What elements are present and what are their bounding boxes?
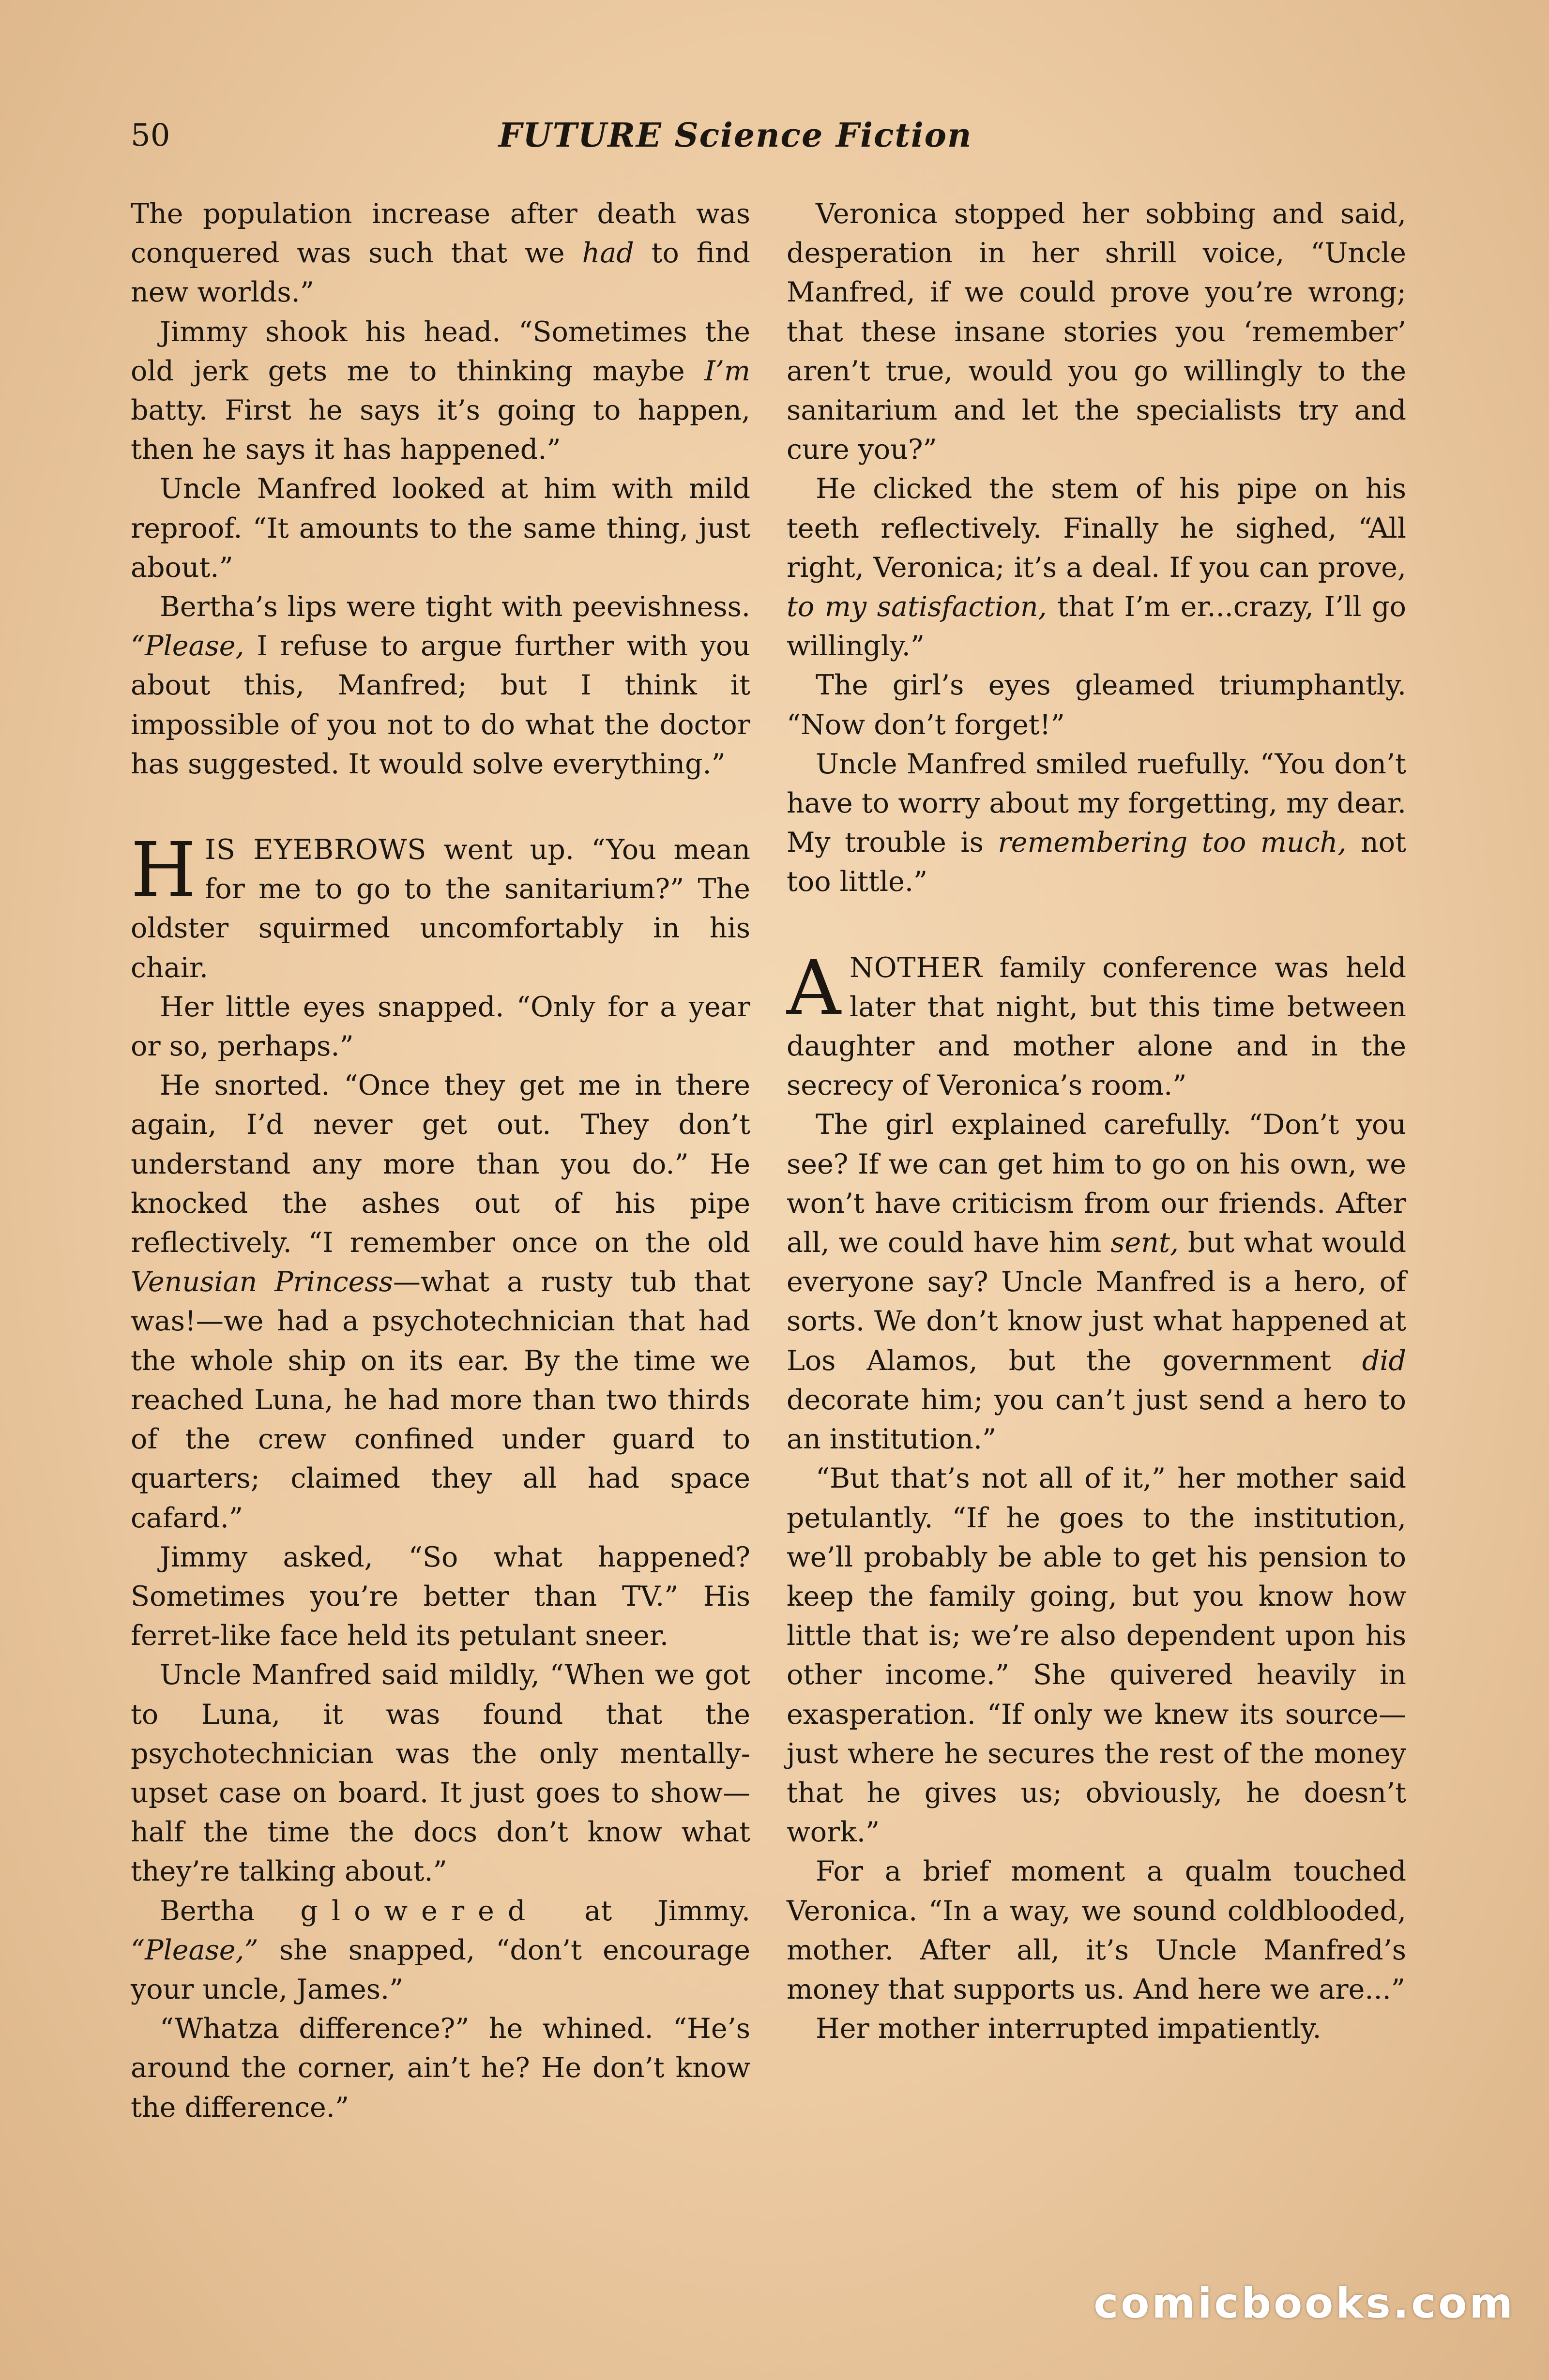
paragraph: The girl explained carefully. “Don’t you see? If we can get him to go on his own, we won’t have criticism from our friends. After all, we could have him sent, but what would everyone say? Uncle Manfred is a hero, of sorts. We don’t know just what happened at Los Alamos, but the government did decorate him; you can’t just send a hero to an institution.” [787,1109,1406,1456]
paragraph: Jimmy shook his head. “Sometimes the old jerk gets me to thinking maybe I’m batty. First he says it’s going to happen, then he says it has happened.” [131,316,750,466]
paragraph: “Whatza difference?” he whined. “He’s around the corner, ain’t he? He don’t know the difference.” [131,2013,750,2124]
page-number: 50 [131,118,170,153]
drop-cap: H [131,826,197,914]
paragraph: Uncle Manfred said mildly, “When we got to Luna, it was found that the psychotechnician was the only mentally-upset case on board. It just goes to show—half the time the docs don’t know what they’re talking about.” [131,1659,750,1888]
section-break-paragraph: HIS EYEBROWS went up. “You mean for me to go to the sanitarium?” The oldster squirmed uncomfortably in his chair. [131,826,750,984]
paragraph: Uncle Manfred looked at him with mild reproof. “It amounts to the same thing, just about.” [131,473,750,584]
paragraph: Jimmy asked, “So what happened? Sometimes you’re better than TV.” His ferret-like face held its petulant sneer. [131,1541,750,1652]
section-break-paragraph: ANOTHER family conference was held later that night, but this time between daughter and mother alone and in the secrecy of Veronica’s room.” [787,944,1406,1102]
drop-cap: A [787,944,841,1032]
page-header [131,111,1418,165]
paragraph: For a brief moment a qualm touched Veronica. “In a way, we sound coldblooded, mother. After all, it’s Uncle Manfred’s money that supports us. And here we are...” [787,1855,1406,2005]
paragraph: “But that’s not all of it,” her mother said petulantly. “If he goes to the institution, we’ll probably be able to get his pension to keep the family going, but you know how little that is; we’re also dependent upon his other income.” She quivered heavily in exasperation. “If only we knew its source—just where he secures the rest of the money that he gives us; obviously, he doesn’t work.” [787,1462,1406,1849]
running-title: FUTURE Science Fiction [499,116,972,155]
left-column [131,195,750,2127]
paragraph: He clicked the stem of his pipe on his teeth reflectively. Finally he sighed, “All right, Veronica; it’s a deal. If you can prove, to my satisfaction, that I’m er...crazy, I’ll go willingly.” [787,473,1406,663]
right-column [787,195,1406,2049]
paragraph: Veronica stopped her sobbing and said, desperation in her shrill voice, “Uncle Manfred, if we could prove you’re wrong; that these insane stories you ‘remember’ aren’t true, would you go willingly to the sanitarium and let the specialists try and cure you?” [787,198,1406,466]
watermark: comicbooks.com [1093,2279,1515,2328]
paragraph: He snorted. “Once they get me in there again, I’d never get out. They don’t understand any more than you do.” He knocked the ashes out of his pipe reflectively. “I remember once on the old Venusian Princess—what a rusty tub that was!—we had a psychotechnician that had the whole ship on its ear. By the time we reached Luna, he had more than two thirds of the crew confined under guard to quarters; claimed they all had space cafard.” [131,1069,750,1534]
paragraph: Her little eyes snapped. “Only for a year or so, perhaps.” [131,991,750,1063]
paragraph: Bertha’s lips were tight with peevishness. “Please, I refuse to argue further with you about this, Manfred; but I think it impossible of you not to do what the doctor has suggested. It would solve everything.” [131,591,750,780]
paragraph: Her mother interrupted impatiently. [816,2013,1321,2045]
paragraph: The girl’s eyes gleamed triumphantly. “Now don’t forget!” [787,669,1406,741]
paragraph: Uncle Manfred smiled ruefully. “You don’t have to worry about my forgetting, my dear. My trouble is remembering too much, not too little.” [787,748,1406,898]
paragraph: Bertha glowered at Jimmy. “Please,” she snapped, “don’t encourage your uncle, James.” [131,1895,750,2005]
paragraph: The population increase after death was conquered was such that we had to find new worlds.” [131,198,750,309]
